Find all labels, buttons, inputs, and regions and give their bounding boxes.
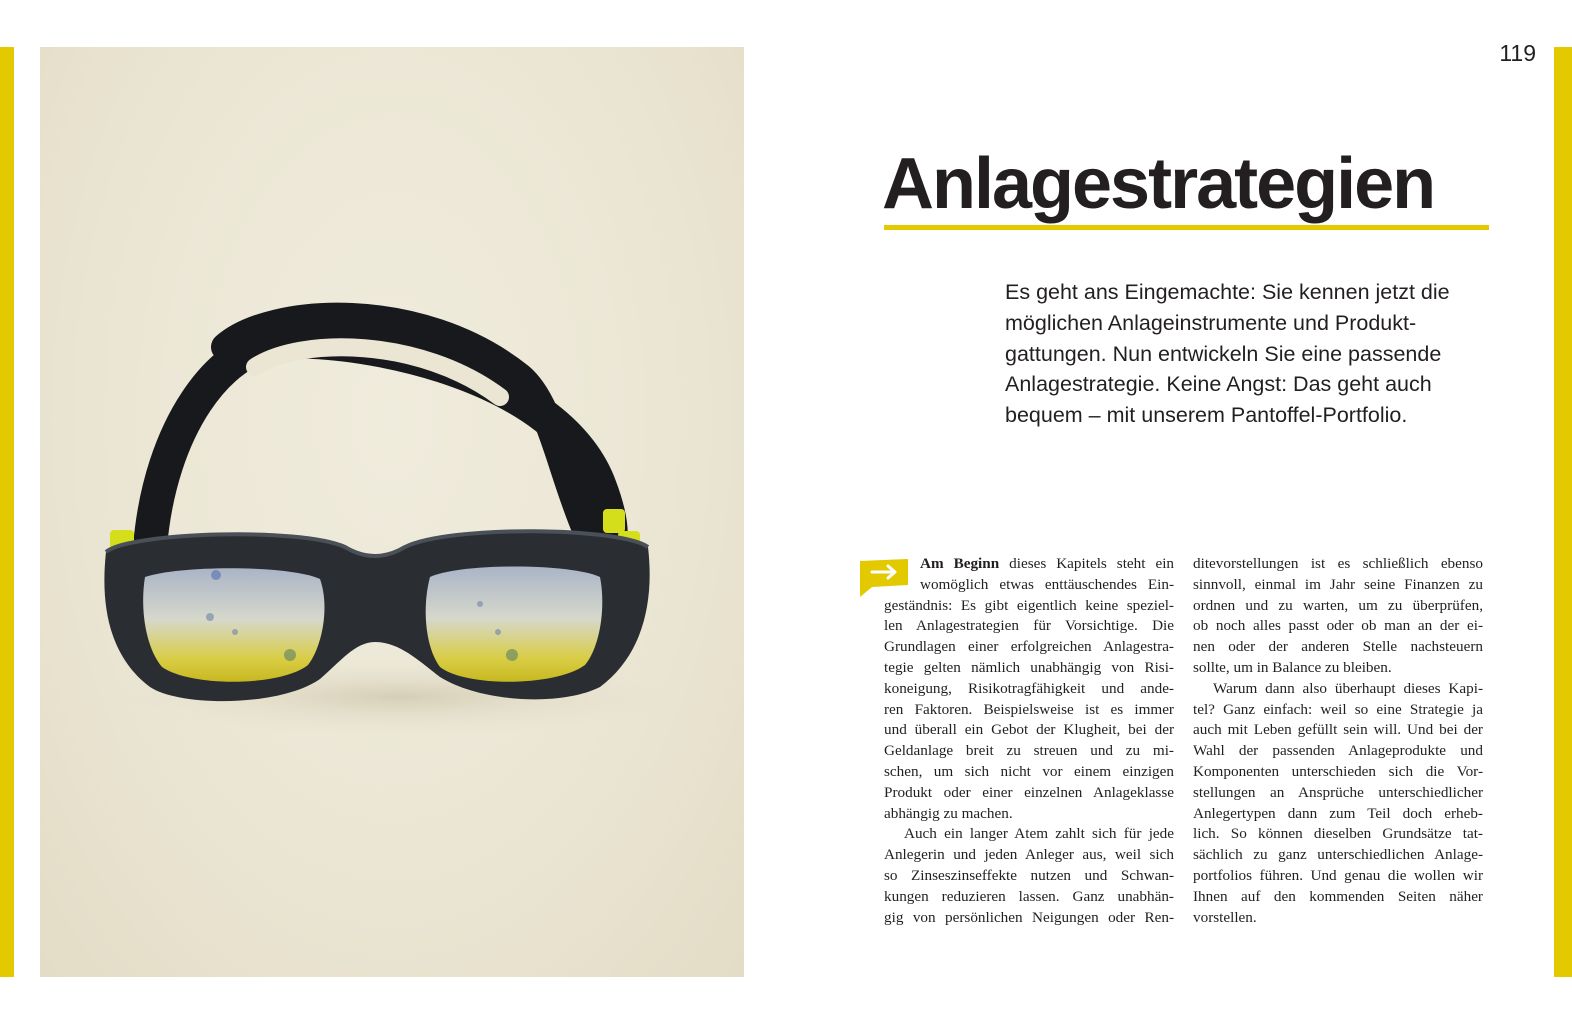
body-line: sinnvoll, einmal im Jahr seine Finanzen zu <box>1193 575 1483 593</box>
body-line: und überall ein Gebot der Klugheit, bei der <box>884 721 1174 739</box>
intro-line: Es geht ans Eingemachte: Sie kennen jetzt die <box>1005 280 1450 304</box>
body-line: Anlegertypen dann zum Teil doch erheb- <box>1193 804 1483 822</box>
body-line: Wahl der passenden Anlageprodukte und <box>1193 742 1483 760</box>
body-line: Grundlagen einer erfolgreichen Anlagestra- <box>884 638 1174 656</box>
body-line: geständnis: Es gibt eigentlich keine speziel- <box>884 596 1174 614</box>
body-line: stellungen an Ansprüche unterschiedlicher <box>1193 783 1483 801</box>
body-line: Produkt oder einer einzelnen Anlageklasse <box>884 783 1174 801</box>
body-line: sollte, um in Balance zu bleiben. <box>1193 658 1392 676</box>
body-column-right <box>1193 554 1483 928</box>
body-line: nen oder der anderen Stelle nachsteuern <box>1193 638 1483 656</box>
body-line: Komponenten unterschieden sich die Vor- <box>1193 762 1483 780</box>
body-line: Warum dann also überhaupt dieses Kapi- <box>1213 679 1483 697</box>
lead-in: Am Beginn <box>920 555 1000 572</box>
intro-paragraph <box>1005 277 1505 431</box>
body-line: koneigung, Risikotragfähigkeit und ande- <box>884 679 1174 697</box>
body-column-left <box>884 554 1174 928</box>
left-yellow-edge <box>0 47 14 977</box>
body-line: Geldanlage breit zu streuen und zu mi- <box>884 742 1174 760</box>
body-line: womöglich etwas enttäuschendes Ein- <box>920 575 1174 593</box>
body-line: ren Faktoren. Beispielsweise ist es immer <box>884 700 1174 718</box>
body-line: tegie gelten nämlich unabhängig von Risi- <box>884 658 1174 676</box>
title-underline <box>884 225 1489 230</box>
chapter-title: Anlagestrategien <box>882 144 1435 224</box>
body-line: portfolios führen. Und genau die wollen wir <box>1193 866 1483 884</box>
body-line: len Anlagestrategien für Vorsichtige. Die <box>884 617 1174 635</box>
body-line: kungen reduzieren lassen. Ganz unabhän- <box>884 887 1174 905</box>
body-line: ob noch alles passt oder ob man an der ei- <box>1193 617 1483 635</box>
intro-line: möglichen Anlageinstrumente und Produkt- <box>1005 310 1417 335</box>
intro-line: bequem – mit unserem Pantoffel-Portfolio. <box>1005 403 1408 428</box>
body-line: Am Beginn dieses Kapitels steht ein <box>920 555 1175 572</box>
body-line: Auch ein langer Atem zahlt sich für jede <box>904 825 1174 843</box>
intro-line: Anlagestrategie. Keine Angst: Das geht auch <box>1005 372 1432 397</box>
body-line: schen, um sich nicht vor einem einzigen <box>884 762 1174 780</box>
body-line: abhängig zu machen. <box>884 804 1013 822</box>
swim-goggles-photo <box>40 47 744 977</box>
body-line: Anlegerin und jeden Anleger aus, weil sich <box>884 846 1174 864</box>
right-yellow-edge <box>1554 47 1572 977</box>
body-line: ditevorstellungen ist es schließlich ebenso <box>1193 555 1483 572</box>
body-line: lich. So können dieselben Grundsätze tat- <box>1193 825 1483 843</box>
body-line: sächlich zu ganz unterschiedlichen Anlage- <box>1193 846 1483 864</box>
goggles-illustration <box>40 47 744 977</box>
body-line: so Zinseszinseffekte nutzen und Schwan- <box>884 866 1174 884</box>
intro-line: gattungen. Nun entwickeln Sie eine passende <box>1005 341 1442 366</box>
body-line: Ihnen auf den kommenden Seiten näher <box>1193 887 1483 905</box>
body-line: vorstellen. <box>1193 908 1257 926</box>
body-line: ordnen und zu warten, um zu überprüfen, <box>1193 596 1483 614</box>
page-number: 119 <box>1499 40 1536 66</box>
body-line: tel? Ganz einfach: weil so eine Strategie ja <box>1193 700 1483 718</box>
body-line: gig von persönlichen Neigungen oder Ren- <box>884 908 1174 926</box>
body-line: auch mit Leben gefüllt sein will. Und bei der <box>1193 721 1483 739</box>
